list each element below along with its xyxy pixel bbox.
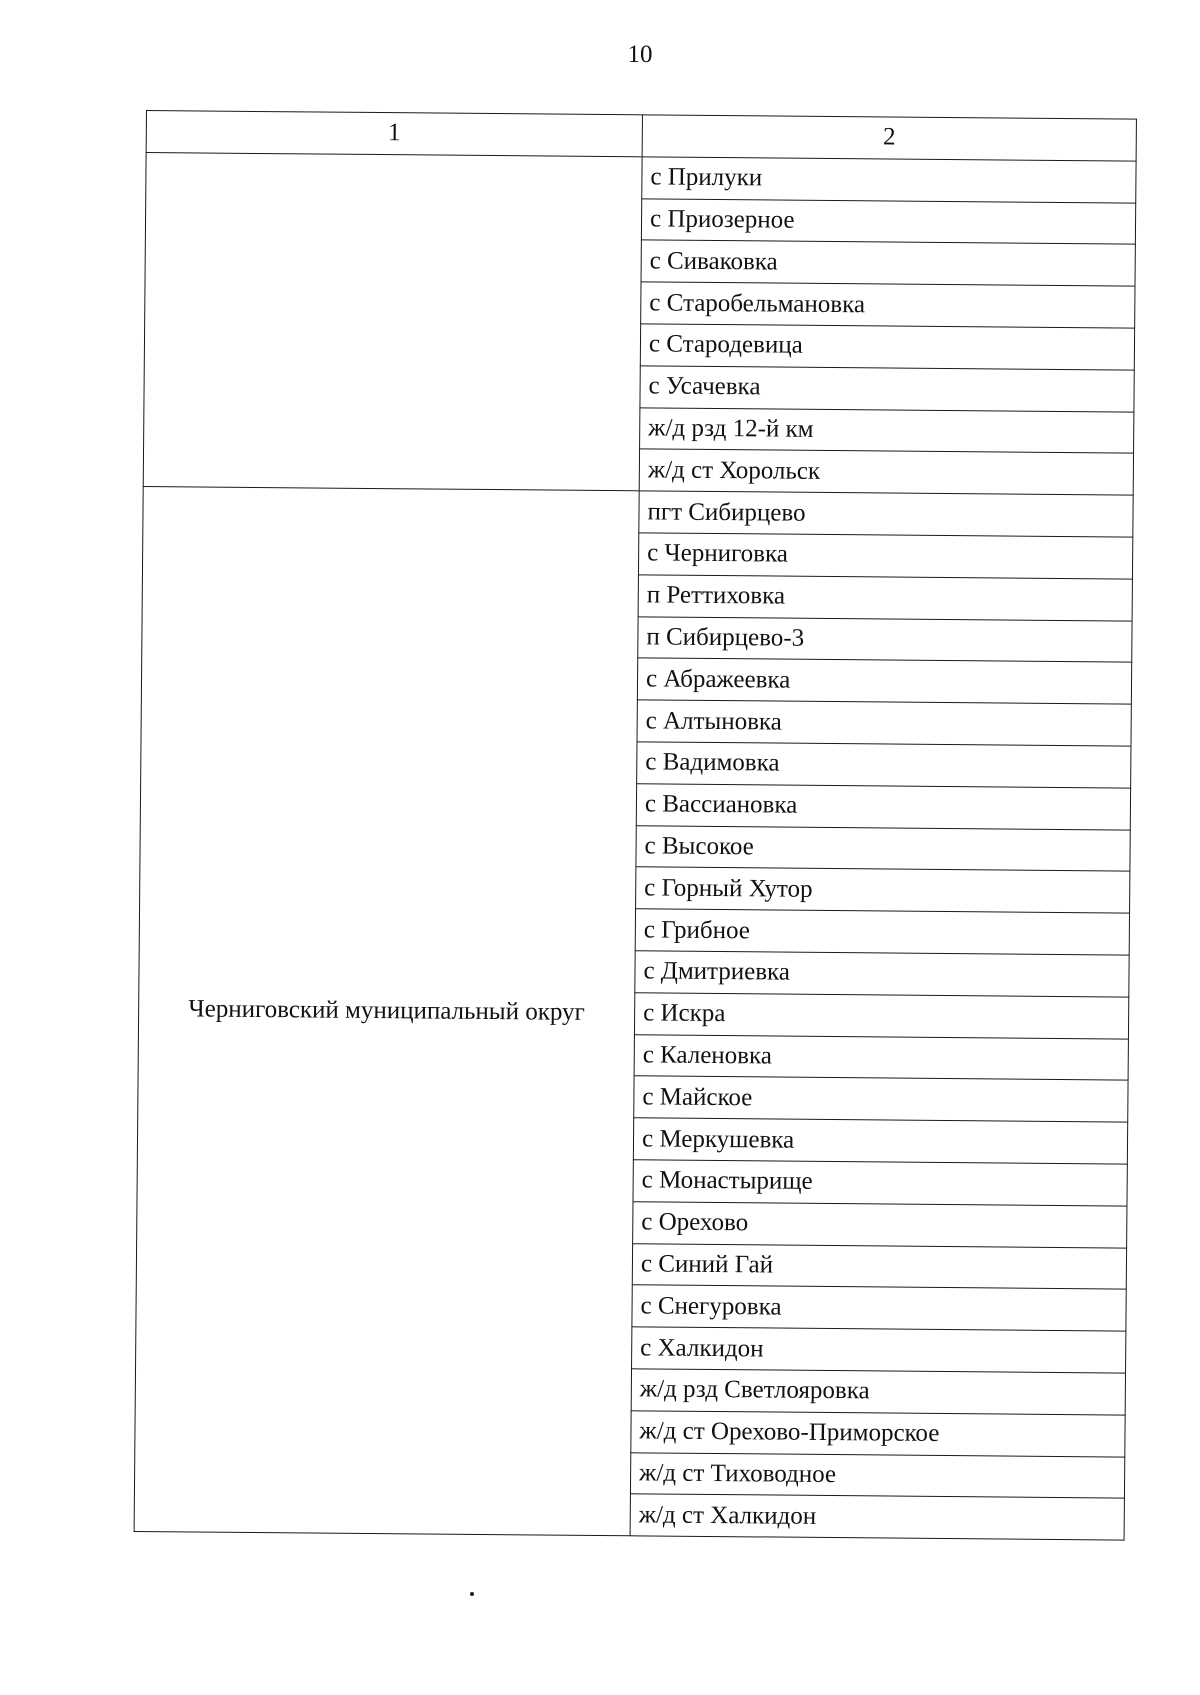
district-cell: Черниговский муниципальный округ xyxy=(134,487,639,1536)
locality-cell: с Снегуровка xyxy=(632,1285,1126,1331)
locality-cell: с Меркушевка xyxy=(633,1118,1127,1164)
locality-cell: с Усачевка xyxy=(640,366,1134,412)
table-body xyxy=(134,152,1136,1540)
locality-cell: с Каленовка xyxy=(634,1034,1128,1080)
locality-cell: с Искра xyxy=(634,993,1128,1039)
locality-cell: пгт Сибирцево xyxy=(639,491,1133,537)
locality-cell: ж/д ст Халкидон xyxy=(630,1494,1124,1540)
locality-cell: п Сибирцево-3 xyxy=(638,616,1132,662)
locality-cell: с Грибное xyxy=(635,909,1129,955)
locality-cell: с Черниговка xyxy=(638,533,1132,579)
page-number: 10 xyxy=(627,41,653,68)
locality-cell: с Алтыновка xyxy=(637,700,1131,746)
locality-cell: с Высокое xyxy=(636,825,1130,871)
district-cell xyxy=(143,152,642,491)
locality-cell: с Вассиановка xyxy=(636,784,1130,830)
locality-cell: ж/д ст Орехово-Приморское xyxy=(631,1410,1125,1456)
column-header-1: 1 xyxy=(146,111,642,157)
locality-cell: с Старобельмановка xyxy=(641,282,1135,328)
locality-cell: ж/д ст Тиховодное xyxy=(630,1452,1124,1498)
locality-cell: с Синий Гай xyxy=(632,1243,1126,1289)
locality-cell: с Халкидон xyxy=(632,1327,1126,1373)
locality-cell: с Приозерное xyxy=(641,198,1135,244)
locality-cell: с Стародевица xyxy=(640,324,1134,370)
stray-dot xyxy=(470,1592,474,1596)
locality-cell: п Реттиховка xyxy=(638,575,1132,621)
locality-cell: ж/д рзд Светлояровка xyxy=(631,1369,1125,1415)
locality-cell: с Горный Хутор xyxy=(636,867,1130,913)
locality-cell: с Вадимовка xyxy=(637,742,1131,788)
locality-cell: с Дмитриевка xyxy=(635,951,1129,997)
table-row xyxy=(143,487,1133,537)
locality-cell: с Сиваковка xyxy=(641,240,1135,286)
locality-cell: с Майское xyxy=(634,1076,1128,1122)
column-header-2: 2 xyxy=(642,115,1136,161)
locality-cell: с Орехово xyxy=(633,1202,1127,1248)
table-row xyxy=(146,152,1136,202)
localities-table xyxy=(134,110,1137,1541)
locality-cell: ж/д ст Хорольск xyxy=(639,449,1133,495)
locality-cell: с Прилуки xyxy=(642,157,1136,203)
locality-cell: с Абражеевка xyxy=(637,658,1131,704)
locality-cell: ж/д рзд 12-й км xyxy=(640,407,1134,453)
locality-cell: с Монастырище xyxy=(633,1160,1127,1206)
